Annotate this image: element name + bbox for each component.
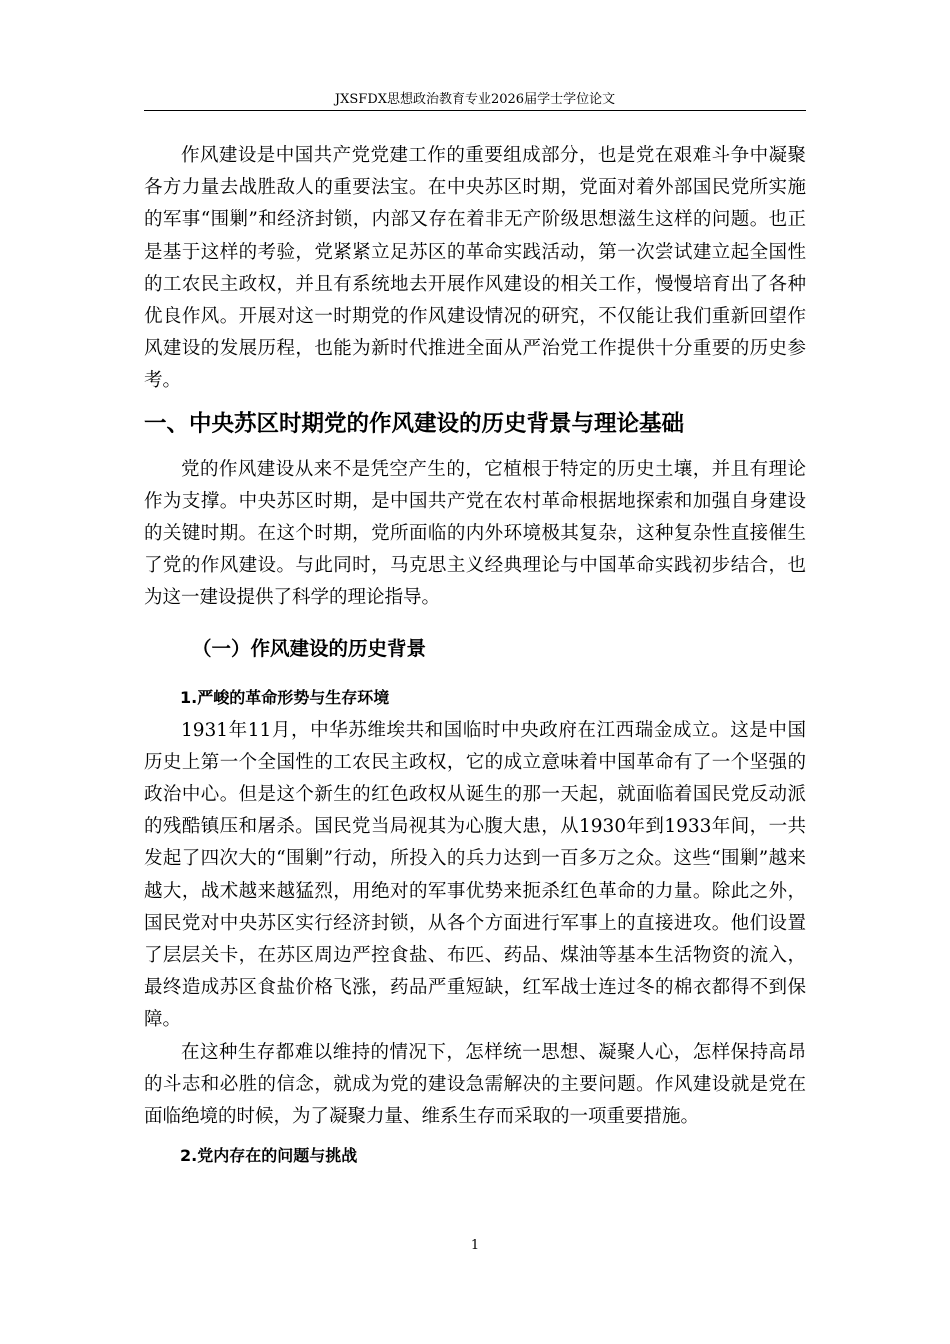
page-number: 1 <box>470 1238 480 1253</box>
header-rule <box>144 110 806 111</box>
section-1-paragraph: 党的作风建设从来不是凭空产生的，它植根于特定的历史土壤，并且有理论作为支撑。中央苏区时期，是中国共产党在农村革命根据地探索和加强自身建设的关键时期。在这个时期，党所面临的内外环境极其复杂，这种复杂性直接催生了党的作风建设。与此同时，马克思主义经典理论与中国革命实践初步结合，也为这一建设提供了科学的理论指导。 <box>144 458 806 609</box>
page-body <box>144 140 806 1173</box>
intro-paragraph: 作风建设是中国共产党党建工作的重要组成部分，也是党在艰难斗争中凝聚各方力量去战胜敌人的重要法宝。在中央苏区时期，党面对着外部国民党所实施的军事“围剿”和经济封锁，内部又存在着非无产阶级思想滋生这样的问题。也正是基于这样的考验，党紧紧立足苏区的革命实践活动，第一次尝试建立起全国性的工农民主政权，并且有系统地去开展作风建设的相关工作，慢慢培育出了各种优良作风。开展对这一时期党的作风建设情况的研究，不仅能让我们重新回望作风建设的发展历程，也能为新时代推进全面从严治党工作提供十分重要的历史参考。 <box>144 145 806 392</box>
item-1-paragraph-2: 在这种生存都难以维持的情况下，怎样统一思想、凝聚人心，怎样保持高昂的斗志和必胜的信念，就成为党的建设急需解决的主要问题。作风建设就是党在面临绝境的时候，为了凝聚力量、维系生存而采取的一项重要措施。 <box>144 1041 806 1128</box>
section-heading-1: 一、中央苏区时期党的作风建设的历史背景与理论基础 <box>144 410 685 437</box>
item-heading-2: 2.党内存在的问题与挑战 <box>180 1146 358 1166</box>
running-header: JXSFDX思想政治教育专业2026届学士学位论文 <box>334 92 616 107</box>
item-1-paragraph-1: 1931年11月，中华苏维埃共和国临时中央政府在江西瑞金成立。这是中国历史上第一个全国性的工农民主政权，它的成立意味着中国革命有了一个坚强的政治中心。但是这个新生的红色政权从诞生的那一天起，就面临着国民党反动派的残酷镇压和屠杀。国民党当局视其为心腹大患，从1930年到1933年间，一共发起了四次大的“围剿”行动，所投入的兵力达到一百多万之众。这些“围剿”越来越大，战术越来越猛烈，用绝对的军事优势来扼杀红色革命的力量。除此之外，国民党对中央苏区实行经济封锁，从各个方面进行军事上的直接进攻。他们设置了层层关卡，在苏区周边严控食盐、布匹、药品、煤油等基本生活物资的流入，最终造成苏区食盐价格飞涨，药品严重短缺，红军战士连过冬的棉衣都得不到保障。 <box>144 719 806 1031</box>
subsection-heading-1: （一）作风建设的历史背景 <box>192 636 427 660</box>
item-heading-1: 1.严峻的革命形势与生存环境 <box>180 687 390 707</box>
